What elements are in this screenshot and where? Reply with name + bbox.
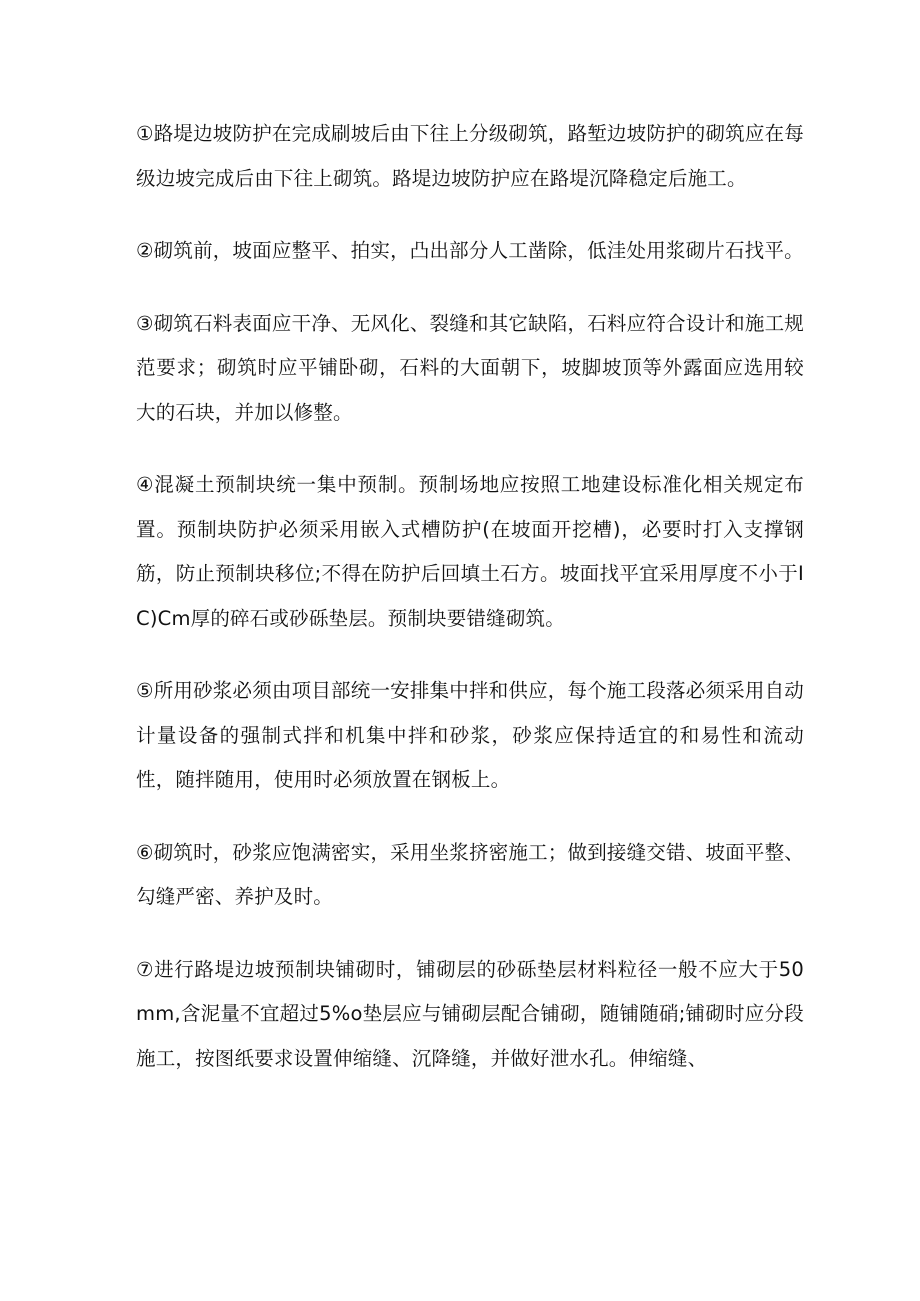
- paragraph-6: ⑥砌筑时，砂浆应饱满密实，采用坐浆挤密施工；做到接缝交错、坡面平整、勾缝严密、养护及时。: [136, 840, 804, 908]
- paragraph-3: ③砌筑石料表面应干净、无风化、裂缝和其它缺陷，石料应符合设计和施工规范要求；砌筑时应平铺卧砌，石料的大面朝下，坡脚坡顶等外露面应选用较大的石块，并加以修整。: [136, 311, 804, 424]
- paragraph-7: ⑦进行路堤边坡预制块铺砌时，铺砌层的砂砾垫层材料粒径一般不应大于50mm,含泥量不宜超过5%o垫层应与铺砌层配合铺砌，随铺随硝;铺砌时应分段施工，按图纸要求设置伸缩缝、沉降缝，并做好泄水孔。伸缩缝、: [136, 957, 804, 1070]
- paragraph-2: ②砌筑前，坡面应整平、拍实，凸出部分人工凿除，低洼处用浆砌片石找平。: [136, 239, 804, 262]
- paragraph-5: ⑤所用砂浆必须由项目部统一安排集中拌和供应，每个施工段落必须采用自动计量设备的强制式拌和机集中拌和砂浆，砂浆应保持适宜的和易性和流动性，随拌随用，使用时必须放置在钢板上。: [136, 679, 804, 791]
- paragraph-1: ①路堤边坡防护在完成刷坡后由下往上分级砌筑，路堑边坡防护的砌筑应在每级边坡完成后由下往上砌筑。路堤边坡防护应在路堤沉降稳定后施工。: [136, 122, 804, 190]
- document-body: [136, 112, 804, 1109]
- paragraph-4: ④混凝土预制块统一集中预制。预制场地应按照工地建设标准化相关规定布置。预制块防护必须采用嵌入式槽防护(在坡面开挖槽)，必要时打入支撑钢筋，防止预制块移位;不得在防护后回填土石方。坡面找平宜采用厚度不小于IC)Cm厚的碎石或砂砾垫层。预制块要错缝砌筑。: [136, 473, 804, 630]
